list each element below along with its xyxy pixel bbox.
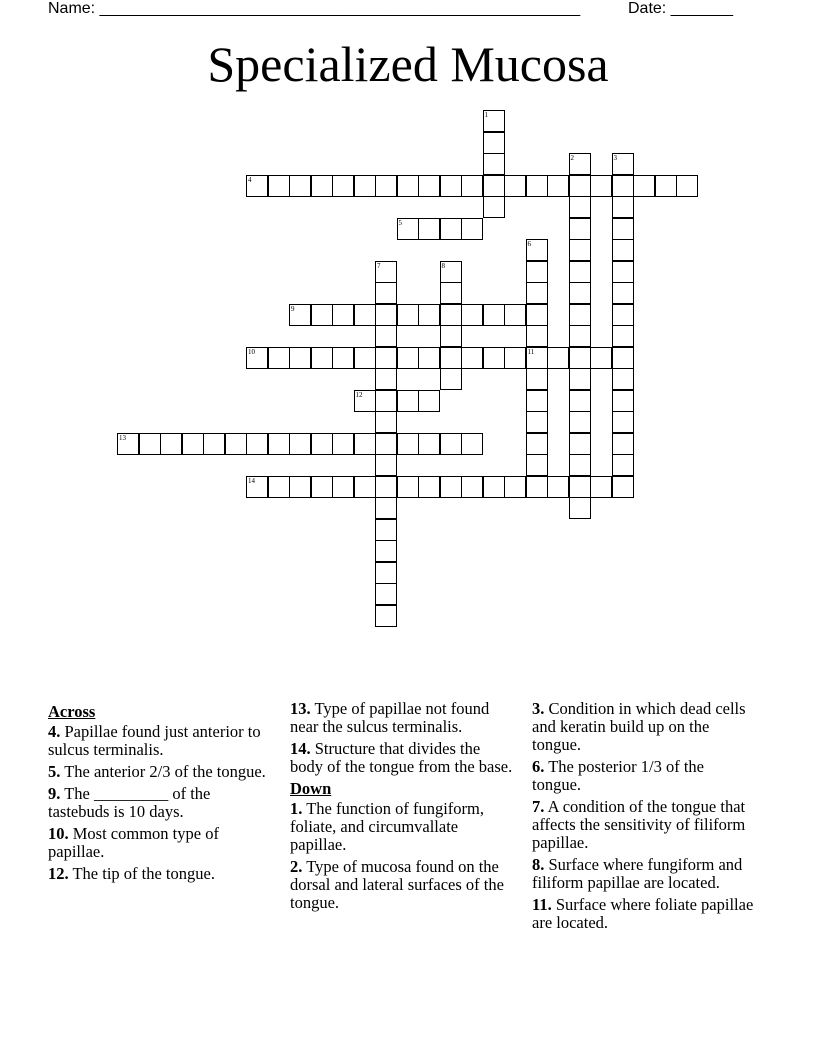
date-field-label: Date: _______ (628, 0, 733, 17)
crossword-cell[interactable] (655, 175, 677, 197)
clue-item (290, 700, 515, 736)
crossword-cell[interactable] (440, 476, 462, 498)
clue-text: The posterior 1/3 of the tongue. (532, 757, 704, 794)
crossword-cell[interactable] (569, 304, 591, 326)
crossword-cell[interactable] (354, 347, 376, 369)
crossword-cell[interactable] (375, 605, 397, 627)
crossword-cell[interactable] (375, 476, 397, 498)
crossword-cell[interactable] (311, 433, 333, 455)
crossword-cell[interactable] (289, 347, 311, 369)
crossword-cell[interactable] (569, 153, 591, 175)
crossword-cell[interactable] (569, 282, 591, 304)
crossword-cell[interactable] (332, 476, 354, 498)
name-field-label: Name: ______________________________________________________ (48, 0, 581, 17)
crossword-cell[interactable] (332, 433, 354, 455)
crossword-cell[interactable] (354, 433, 376, 455)
clue-heading: Down (290, 779, 332, 798)
crossword-cell[interactable] (418, 304, 440, 326)
crossword-cell[interactable] (569, 368, 591, 390)
crossword-cell[interactable] (569, 196, 591, 218)
crossword-cell[interactable] (397, 390, 419, 412)
crossword-cell[interactable] (590, 175, 612, 197)
clue-text: The _________ of the tastebuds is 10 days. (48, 784, 211, 821)
clue-text: Papillae found just anterior to sulcus terminalis. (48, 722, 261, 759)
crossword-cell[interactable] (526, 411, 548, 433)
crossword-cell[interactable] (375, 261, 397, 283)
crossword-cell[interactable] (461, 304, 483, 326)
clue-number: 12. (48, 864, 69, 883)
crossword-cell[interactable] (397, 433, 419, 455)
clue-number: 6. (532, 757, 545, 776)
crossword-cell[interactable] (375, 347, 397, 369)
crossword-cell[interactable] (612, 304, 634, 326)
crossword-cell[interactable] (590, 476, 612, 498)
crossword-cell[interactable] (397, 347, 419, 369)
clue-number-label: 6 (527, 240, 531, 248)
crossword-cell[interactable] (547, 347, 569, 369)
crossword-cell[interactable] (375, 497, 397, 519)
crossword-cell[interactable] (526, 347, 548, 369)
crossword-cell[interactable] (440, 325, 462, 347)
crossword-cell[interactable] (440, 175, 462, 197)
crossword-cell[interactable] (612, 218, 634, 240)
crossword-cell[interactable] (268, 433, 290, 455)
clue-item (48, 865, 273, 883)
crossword-cell[interactable] (612, 347, 634, 369)
crossword-cell[interactable] (332, 175, 354, 197)
crossword-cell[interactable] (375, 175, 397, 197)
crossword-cell[interactable] (397, 218, 419, 240)
crossword-cell[interactable] (547, 175, 569, 197)
clue-text: Surface where fungiform and filiform papillae are located. (532, 855, 743, 892)
clue-number: 11. (532, 895, 552, 914)
clue-number: 1. (290, 799, 303, 818)
clue-item (48, 785, 273, 821)
crossword-cell[interactable] (569, 497, 591, 519)
crossword-cell[interactable] (526, 433, 548, 455)
clue-item (48, 825, 273, 861)
crossword-cell[interactable] (526, 282, 548, 304)
crossword-cell[interactable] (440, 347, 462, 369)
crossword-cell[interactable] (483, 476, 505, 498)
crossword-cell[interactable] (612, 282, 634, 304)
crossword-cell[interactable] (612, 239, 634, 261)
crossword-cell[interactable] (375, 540, 397, 562)
crossword-cell[interactable] (483, 196, 505, 218)
crossword-cell[interactable] (246, 476, 268, 498)
crossword-cell[interactable] (375, 368, 397, 390)
crossword-cell[interactable] (418, 476, 440, 498)
crossword-cell[interactable] (418, 390, 440, 412)
crossword-cell[interactable] (504, 175, 526, 197)
crossword-cell[interactable] (547, 476, 569, 498)
clue-number-label: 8 (441, 261, 445, 270)
crossword-cell[interactable] (354, 390, 376, 412)
clue-number: 8. (532, 855, 545, 874)
crossword-cell[interactable] (461, 476, 483, 498)
crossword-cell[interactable] (612, 153, 634, 175)
clue-number-label: 5 (398, 218, 402, 227)
crossword-cell[interactable] (375, 325, 397, 347)
crossword-cell[interactable] (418, 218, 440, 240)
clue-text: A condition of the tongue that affects the sensitivity of filiform papillae. (532, 797, 746, 852)
crossword-cell[interactable] (440, 261, 462, 283)
crossword-cell[interactable] (676, 175, 698, 197)
crossword-cell[interactable] (526, 175, 548, 197)
clue-number: 3. (532, 699, 545, 718)
crossword-cell[interactable] (375, 390, 397, 412)
clue-text: Structure that divides the body of the tongue from the base. (290, 739, 513, 776)
crossword-cell[interactable] (612, 368, 634, 390)
clue-item (48, 763, 273, 781)
crossword-cell[interactable] (117, 433, 139, 455)
crossword-cell[interactable] (483, 153, 505, 175)
crossword-cell[interactable] (612, 325, 634, 347)
crossword-cell[interactable] (311, 347, 333, 369)
crossword-cell[interactable] (418, 347, 440, 369)
page-title: Specialized Mucosa (207, 36, 609, 92)
crossword-cell[interactable] (569, 454, 591, 476)
crossword-cell[interactable] (612, 454, 634, 476)
crossword-cell[interactable] (311, 304, 333, 326)
clue-number: 7. (532, 797, 545, 816)
crossword-cell[interactable] (612, 476, 634, 498)
crossword-cell[interactable] (375, 304, 397, 326)
crossword-cell[interactable] (332, 304, 354, 326)
crossword-cell[interactable] (375, 562, 397, 584)
crossword-cell[interactable] (569, 175, 591, 197)
clue-column-2 (290, 700, 515, 916)
clue-item (532, 896, 757, 932)
clue-number-label: 9 (291, 304, 295, 313)
crossword-cell[interactable] (311, 175, 333, 197)
crossword-cell[interactable] (483, 110, 505, 132)
crossword-cell[interactable] (569, 347, 591, 369)
clue-number-label: 3 (613, 154, 617, 162)
crossword-cell[interactable] (418, 433, 440, 455)
crossword-cell[interactable] (612, 261, 634, 283)
clue-number-label: 11 (527, 347, 535, 356)
clue-number-label: 13 (119, 433, 126, 442)
clue-number: 13. (290, 699, 311, 718)
crossword-cell[interactable] (590, 347, 612, 369)
crossword-cell[interactable] (440, 433, 462, 455)
crossword-cell[interactable] (483, 304, 505, 326)
clue-number: 4. (48, 722, 61, 741)
clue-number-label: 14 (248, 476, 255, 485)
crossword-cell[interactable] (397, 175, 419, 197)
clue-number-label: 2 (570, 154, 574, 162)
clue-item (290, 800, 515, 854)
crossword-cell[interactable] (332, 347, 354, 369)
clue-text: Condition in which dead cells and keratin build up on the tongue. (532, 699, 746, 754)
crossword-cell[interactable] (375, 433, 397, 455)
crossword-cell[interactable] (612, 411, 634, 433)
crossword-cell[interactable] (440, 218, 462, 240)
crossword-cell[interactable] (569, 261, 591, 283)
clue-item (532, 798, 757, 852)
crossword-cell[interactable] (397, 476, 419, 498)
crossword-cell[interactable] (504, 304, 526, 326)
clue-text: The anterior 2/3 of the tongue. (64, 762, 266, 781)
crossword-cell[interactable] (526, 325, 548, 347)
crossword-cell[interactable] (268, 347, 290, 369)
crossword-cell[interactable] (246, 175, 268, 197)
crossword-cell[interactable] (569, 218, 591, 240)
crossword-cell[interactable] (289, 175, 311, 197)
crossword-cell[interactable] (612, 433, 634, 455)
crossword-cell[interactable] (569, 239, 591, 261)
crossword-cell[interactable] (268, 476, 290, 498)
clue-number-label: 4 (248, 175, 252, 184)
crossword-cell[interactable] (483, 347, 505, 369)
clue-number: 10. (48, 824, 69, 843)
crossword-cell[interactable] (461, 433, 483, 455)
crossword-cell[interactable] (289, 476, 311, 498)
clue-number: 2. (290, 857, 303, 876)
crossword-cell[interactable] (461, 218, 483, 240)
clue-text: Surface where foliate papillae are located. (532, 895, 754, 932)
clue-number-label: 10 (248, 347, 255, 356)
crossword-cell[interactable] (418, 175, 440, 197)
crossword-cell[interactable] (569, 476, 591, 498)
crossword-cell[interactable] (375, 454, 397, 476)
crossword-cell[interactable] (504, 347, 526, 369)
crossword-cell[interactable] (225, 433, 247, 455)
crossword-cell[interactable] (268, 175, 290, 197)
clue-number-label: 7 (377, 261, 381, 270)
clue-column-3 (532, 700, 757, 936)
clue-item (532, 758, 757, 794)
crossword-cell[interactable] (526, 261, 548, 283)
crossword-cell[interactable] (569, 325, 591, 347)
crossword-cell[interactable] (289, 304, 311, 326)
crossword-cell[interactable] (483, 132, 505, 154)
crossword-cell[interactable] (440, 304, 462, 326)
crossword-cell[interactable] (440, 282, 462, 304)
crossword-cell[interactable] (461, 175, 483, 197)
clue-item (290, 858, 515, 912)
crossword-cell[interactable] (203, 433, 225, 455)
clue-item (290, 740, 515, 776)
crossword-cell[interactable] (569, 433, 591, 455)
crossword-cell[interactable] (526, 304, 548, 326)
clue-column-1 (48, 700, 273, 887)
crossword-cell[interactable] (526, 454, 548, 476)
clue-text: Type of papillae not found near the sulcus terminalis. (290, 699, 490, 736)
crossword-cell[interactable] (612, 175, 634, 197)
clue-text: Type of mucosa found on the dorsal and lateral surfaces of the tongue. (290, 857, 504, 912)
crossword-cell[interactable] (633, 175, 655, 197)
clue-number-label: 1 (484, 111, 488, 119)
clue-item (48, 723, 273, 759)
clue-item (532, 700, 757, 754)
clue-text: The function of fungiform, foliate, and circumvallate papillae. (290, 799, 484, 854)
crossword-cell[interactable] (160, 433, 182, 455)
clue-item (532, 856, 757, 892)
clue-heading: Across (48, 702, 96, 721)
clue-text: The tip of the tongue. (72, 864, 215, 883)
crossword-cell[interactable] (311, 476, 333, 498)
clue-number: 5. (48, 762, 61, 781)
crossword-cell[interactable] (569, 411, 591, 433)
crossword-cell[interactable] (612, 196, 634, 218)
crossword-cell[interactable] (354, 476, 376, 498)
crossword-cell[interactable] (461, 347, 483, 369)
clue-number: 9. (48, 784, 61, 803)
clue-number: 14. (290, 739, 311, 758)
crossword-cell[interactable] (354, 175, 376, 197)
crossword-cell[interactable] (182, 433, 204, 455)
crossword-cell[interactable] (569, 390, 591, 412)
crossword-cell[interactable] (139, 433, 161, 455)
crossword-cell[interactable] (246, 433, 268, 455)
clue-text: Most common type of papillae. (48, 824, 219, 861)
crossword-cell[interactable] (440, 368, 462, 390)
crossword-cell[interactable] (375, 519, 397, 541)
crossword-cell[interactable] (375, 411, 397, 433)
crossword-cell[interactable] (397, 304, 419, 326)
crossword-cell[interactable] (526, 390, 548, 412)
crossword-cell[interactable] (483, 175, 505, 197)
crossword-cell[interactable] (246, 347, 268, 369)
clue-number-label: 12 (355, 390, 363, 399)
crossword-cell[interactable] (354, 304, 376, 326)
crossword-cell[interactable] (504, 476, 526, 498)
crossword-cell[interactable] (289, 433, 311, 455)
crossword-cell[interactable] (526, 476, 548, 498)
crossword-cell[interactable] (375, 282, 397, 304)
crossword-cell[interactable] (375, 583, 397, 605)
crossword-cell[interactable] (526, 239, 548, 261)
crossword-cell[interactable] (526, 368, 548, 390)
crossword-cell[interactable] (612, 390, 634, 412)
